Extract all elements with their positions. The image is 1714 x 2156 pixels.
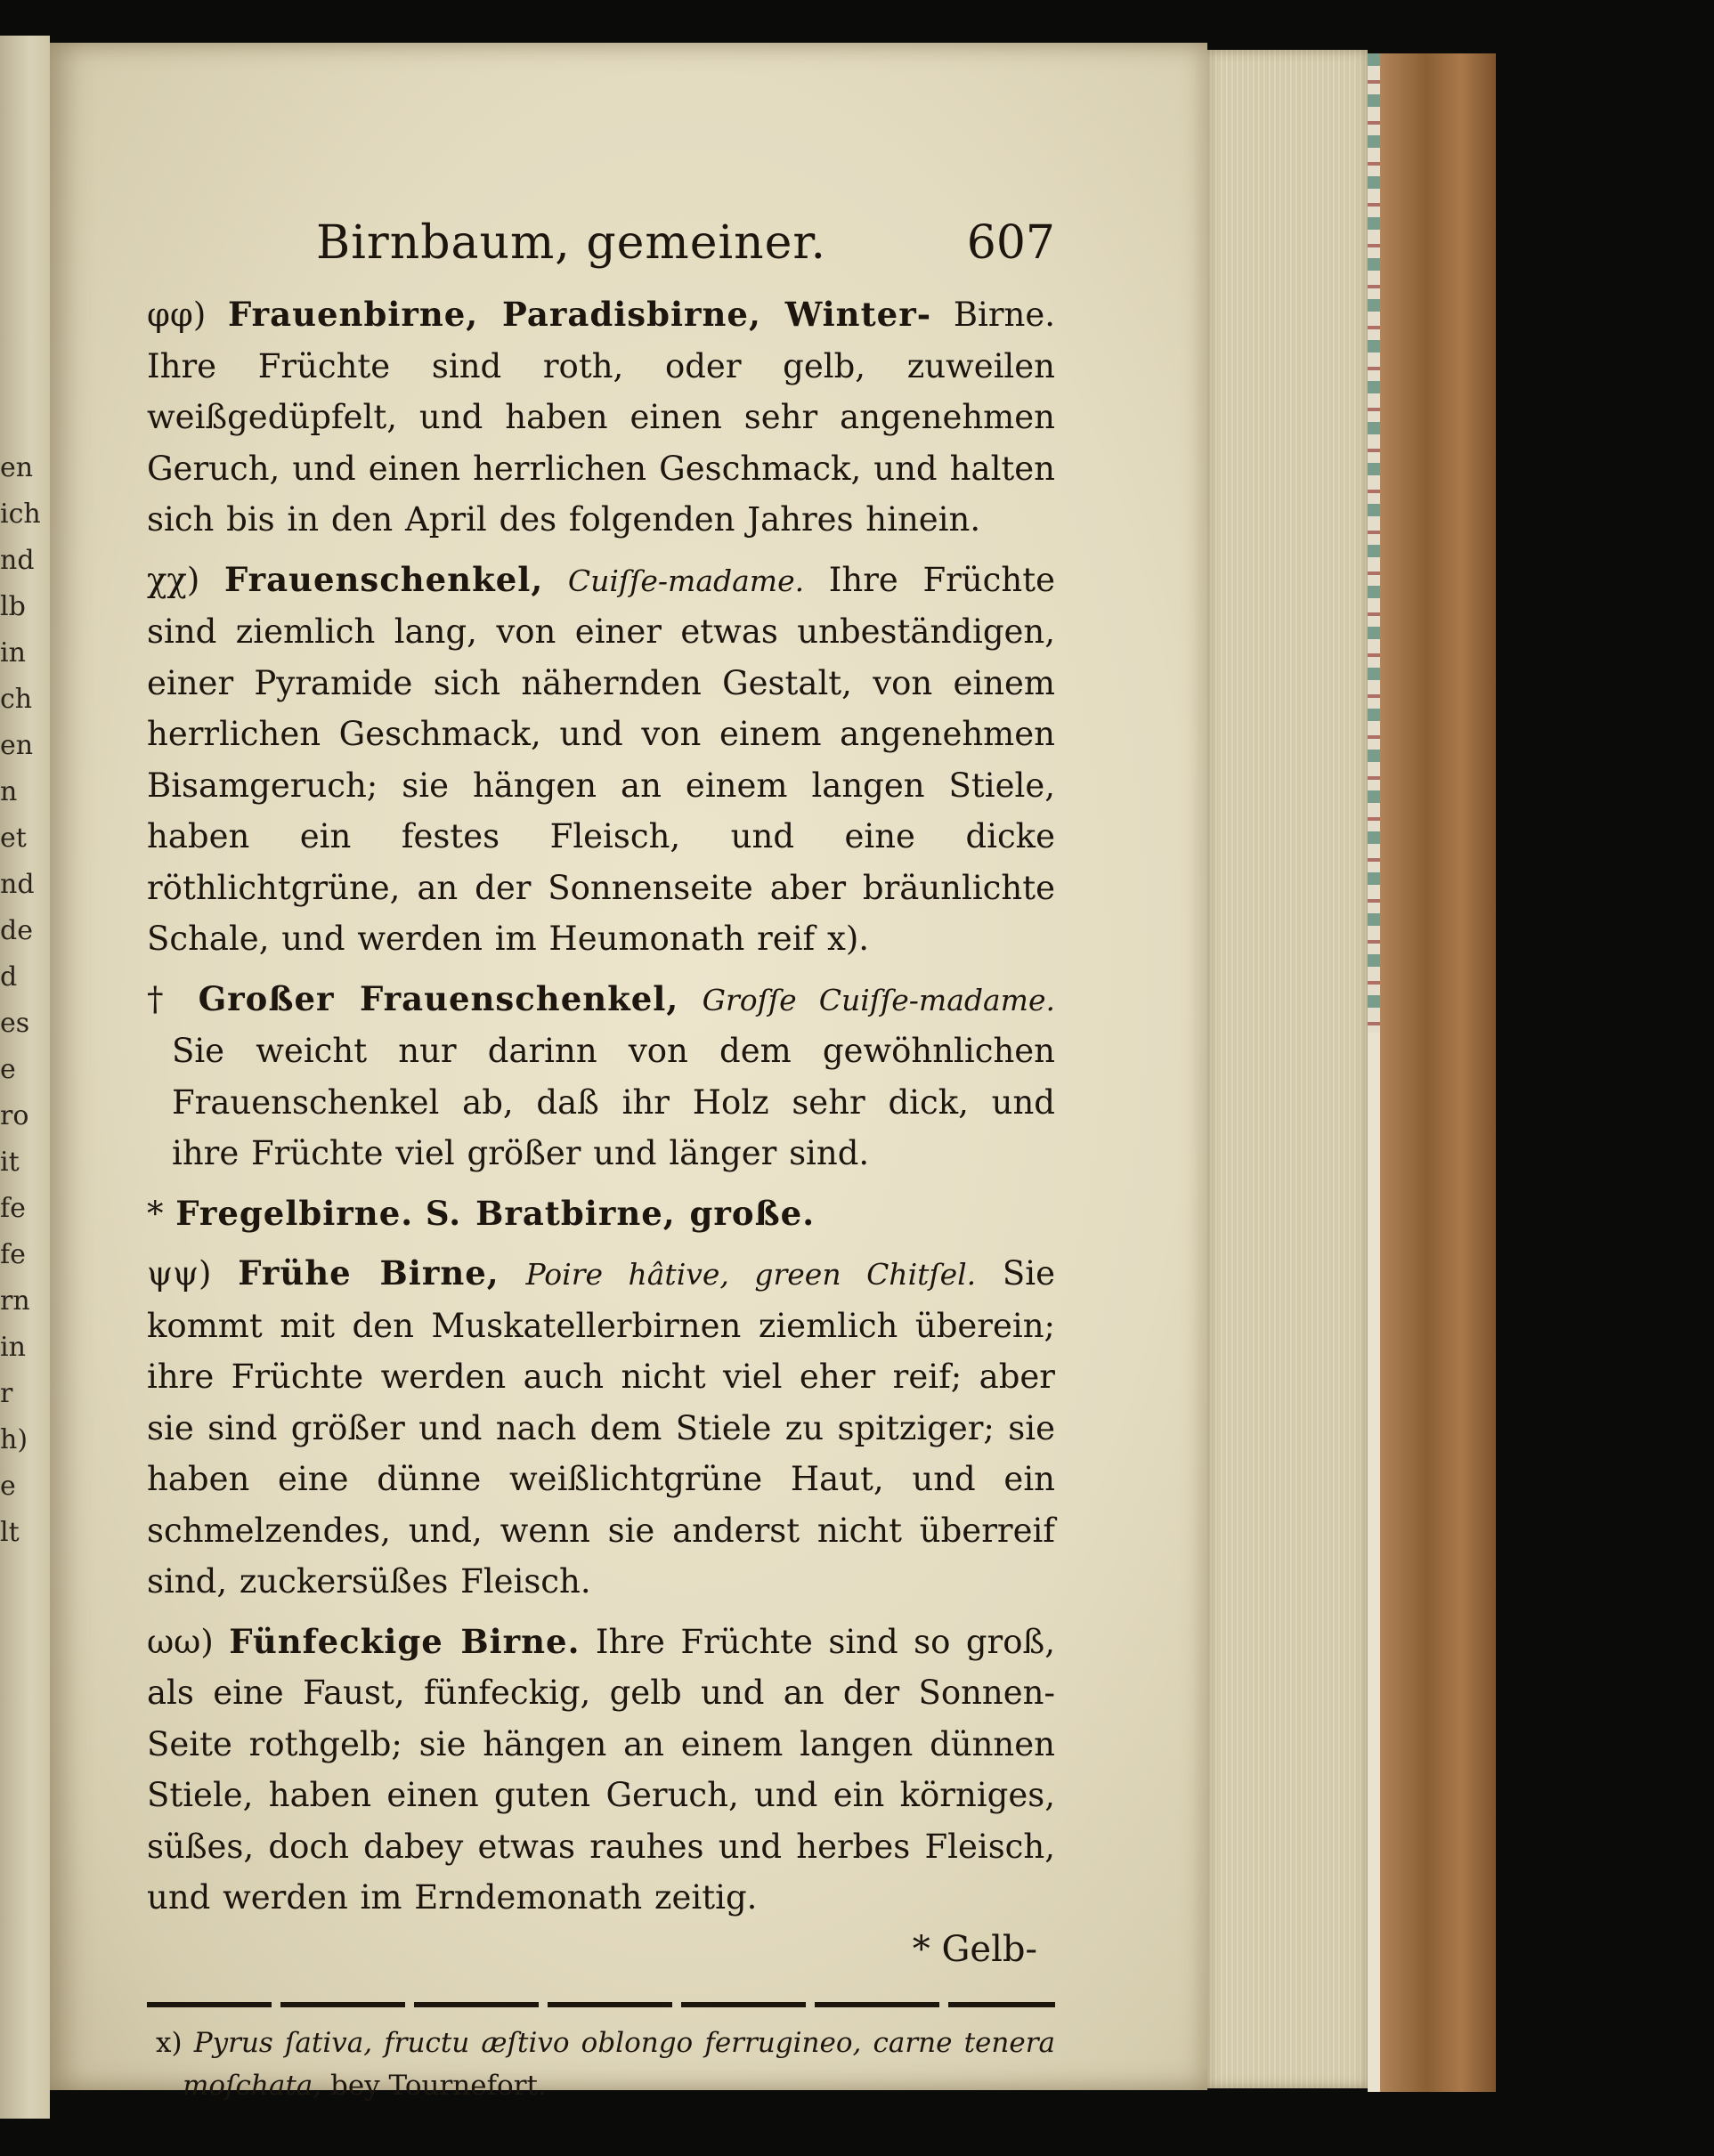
entry-text: Birne. Ihre Früchte sind roth, oder gelb, zuweilen weißgedüpfelt, und haben einen sehr angenehmen Geruch, und einen herrlichen Geschmack, und halten sich bis in den April des folgenden Jahres hinein. [147, 296, 1056, 539]
margin-fragment: e [0, 1471, 16, 1502]
margin-fragment: n [0, 776, 18, 807]
margin-fragment: rn [0, 1285, 30, 1317]
margin-fragment: h) [0, 1424, 28, 1455]
entry-text: Ihre Früchte sind so groß, als eine Faust, fünfeckig, gelb und an der Sonnen-Seite rothgelb; sie hängen an einem langen dünnen Stiele, haben einen guten Geruch, und ein körniges, süßes, doch dabey etwas rauhes und herbes Fleisch, und werden im Erndemonath zeitig. [147, 1622, 1055, 1917]
margin-fragment: de [0, 915, 33, 946]
entry-fuenfeckige-birne [147, 1617, 1055, 1924]
running-header [147, 200, 1055, 280]
marbled-edge [1368, 53, 1380, 1033]
margin-fragment: in [0, 1332, 26, 1363]
entry-text: S. Bratbirne, große. [425, 1193, 816, 1233]
entry-frauenbirne [147, 289, 1055, 546]
margin-fragment: fe [0, 1193, 26, 1224]
margin-fragment: d [0, 961, 18, 993]
margin-fragment: it [0, 1147, 20, 1178]
entry-grosser-frauenschenkel [147, 974, 1055, 1179]
page-edges [1207, 50, 1368, 2088]
catchword: * Gelb- [912, 1928, 1037, 1970]
entry-head: Fünfeckige Birne. [229, 1621, 581, 1661]
entry-head: Großer Frauenschenkel, [198, 978, 679, 1018]
entry-head: Frauenschenkel, [223, 559, 544, 599]
footnote-text: bey Tournefort. [330, 2069, 547, 2102]
entry-fruehe-birne [147, 1248, 1055, 1608]
entry-label: χχ) [147, 560, 200, 599]
margin-fragment: lb [0, 591, 26, 622]
footnote [147, 2022, 1055, 2107]
entry-head: Fregelbirne. [175, 1193, 414, 1233]
entry-latin: Poire hâtive, green Chitſel. [525, 1257, 977, 1292]
page-text [147, 200, 1055, 2107]
margin-fragment: en [0, 730, 34, 761]
margin-fragment: ich [0, 498, 41, 530]
entry-latin: Cuiſſe-madame. [567, 563, 805, 598]
entry-label: ωω) [147, 1622, 214, 1661]
margin-fragment: nd [0, 869, 35, 900]
margin-fragment: en [0, 452, 34, 483]
entry-label: ψψ) [147, 1254, 212, 1293]
entry-fregelbirne [147, 1188, 1055, 1240]
margin-fragment: in [0, 637, 26, 669]
page-title: Birnbaum, gemeiner. [316, 216, 827, 270]
margin-fragment: r [0, 1378, 13, 1409]
entry-head: Frauenbirne, Paradisbirne, Winter- [228, 295, 932, 334]
margin-fragment: nd [0, 545, 35, 576]
margin-fragment: et [0, 823, 27, 854]
margin-fragment: ch [0, 684, 33, 715]
margin-fragment: es [0, 1008, 30, 1039]
left-margin-fragments [0, 445, 41, 1869]
entry-label: φφ) [147, 296, 207, 334]
entry-text: Sie weicht nur darinn von dem gewöhnlichen Frauenschenkel ab, daß ihr Holz sehr dick, und ihre Früchte viel größer und länger sind. [172, 1032, 1055, 1172]
entry-latin: Groſſe Cuiſſe-madame. [702, 982, 1055, 1017]
footnote-rule [147, 2002, 1055, 2007]
entry-label: * [147, 1194, 164, 1233]
footnote-label: x) [156, 2026, 183, 2059]
footnote-latin: Pyrus ſativa, fructu æſtivo oblongo ferrugineo, carne tenera moſchata, [183, 2026, 1055, 2102]
margin-fragment: lt [0, 1517, 20, 1548]
entry-text: Sie kommt mit den Muskatellerbirnen ziemlich überein; ihre Früchte werden auch nicht viel eher reif; aber sie sind größer und nach dem Stiele zu spitziger; sie haben eine dünne weißlichtgrüne Haut, und ein schmelzendes, und, wenn sie anderst nicht überreif sind, zuckersüßes Fleisch. [147, 1254, 1055, 1601]
margin-fragment: fe [0, 1239, 26, 1270]
page-number: 607 [966, 216, 1055, 270]
entry-label: † [147, 979, 175, 1018]
entry-head: Frühe Birne, [238, 1253, 500, 1293]
entry-frauenschenkel [147, 555, 1055, 965]
entry-text: Ihre Früchte sind ziemlich lang, von einer etwas unbeständigen, einer Pyramide sich nähernden Gestalt, von einem herrlichen Geschmack, und von einem angenehmen Bisamgeruch; sie hängen an einem langen Stiele, haben ein festes Fleisch, und eine dicke röthlichtgrüne, an der Sonnenseite aber bräunlichte Schale, und werden im Heumonath reif x). [147, 560, 1055, 958]
book-cover [1368, 53, 1496, 2092]
margin-fragment: e [0, 1054, 16, 1085]
margin-fragment: ro [0, 1100, 29, 1131]
